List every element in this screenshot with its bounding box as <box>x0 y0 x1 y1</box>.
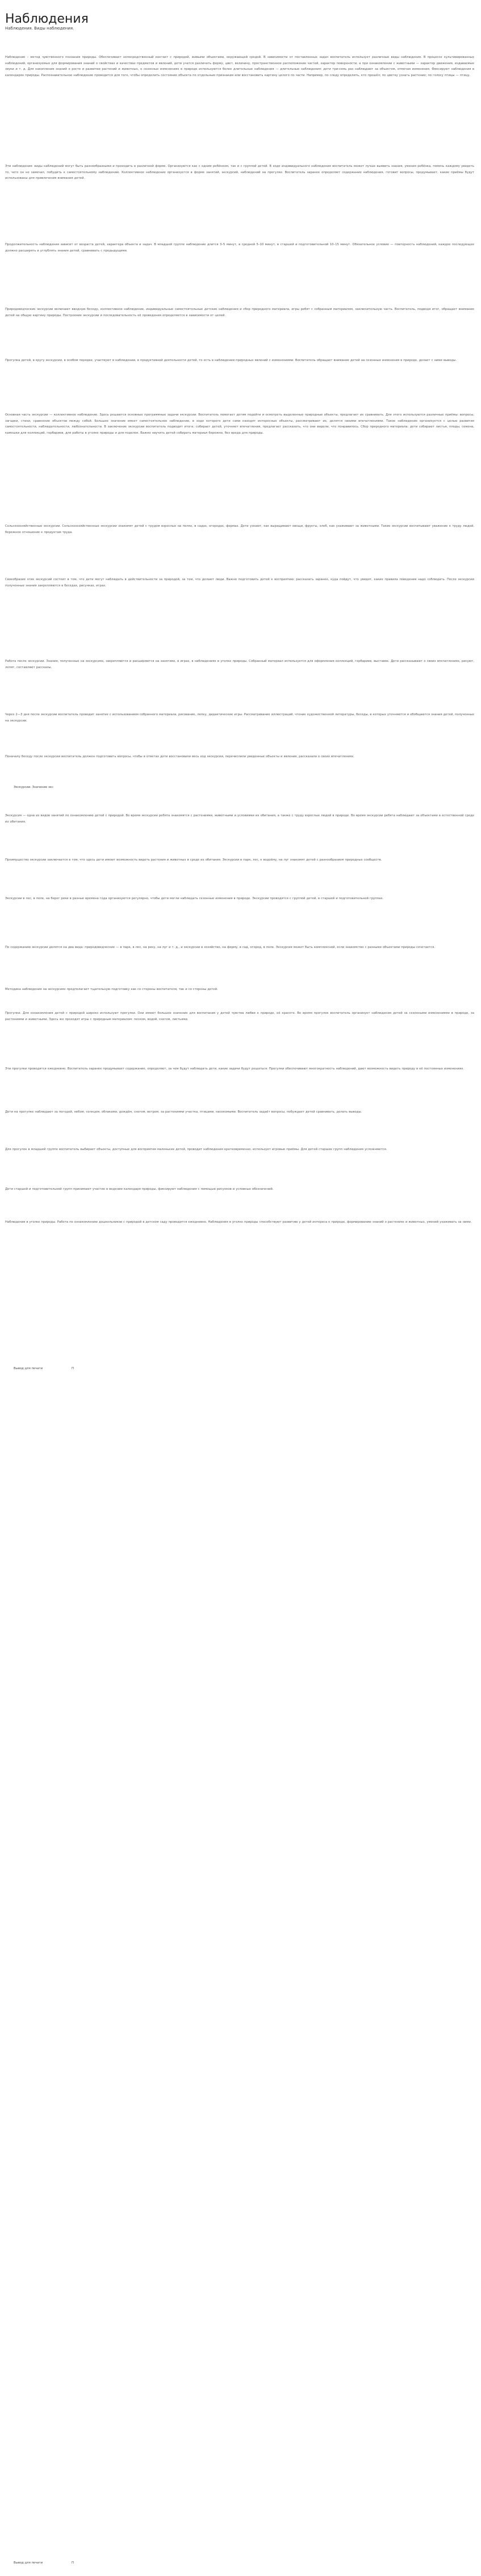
page-mark-1: П <box>72 1367 74 1370</box>
paragraph-22: Наблюдения в уголке природы. Работа по ознакомлению дошкольников с природой в детском саду проводится ежедневно. Наблюдения в уголке природы способствуют развитию у детей интереса к природе, формированию знаний о растениях и животных, умений ухаживать за ними. <box>5 1220 472 1224</box>
paragraph-11: Поначалу беседу после экскурсии воспитатель должен подготовить вопросы, чтобы в ответах дети восстановили весь ход экскурсии, перечислили увиденные объекты и явления, рассказали о своих впечатлениях. <box>5 755 354 758</box>
caption-excursion: Экскурсии. Значение экс <box>14 786 54 789</box>
paragraph-16: Методика наблюдения на экскурсиях предполагает тщательную подготовку как со стороны воспитателя, так и со стороны детей. <box>5 988 218 991</box>
paragraph-2: Эти наблюдения: виды наблюдений могут быть разнообразными и проходить в различной форме. Организуются как с одним ребёнком, так и с группой детей. В ходе индивидуального наблюдения воспитатель может лучше выявить знания, умения ребёнка, помочь каждому увидеть то, чего он не замечал, побудить к самостоятельному наблюдению. Коллективное наблюдение организуется в форме занятий, экскурсий, наблюдений на прогулке. Воспитатель заранее определяет содержание наблюдения, готовит вопросы, продумывает, какие приёмы будут использованы для привлечения внимания детей. <box>5 165 474 181</box>
page-mark-2: П <box>72 2561 74 2565</box>
paragraph-12: Экскурсия — одна из видов занятий по ознакомлению детей с природой. Во время экскурсии ребята знакомятся с растениями, животными и условиями их обитания, а также с труду взрослых людей в природе. Во время экскурсии ребята наблюдают за объектами в естественной среде их обитания. <box>5 814 474 824</box>
paragraph-4: Природоведческие экскурсии включают вводную беседу, коллективное наблюдение, индивидуальные самостоятельные детские наблюдения и сбор природного материала, игры ребят с собранным материалом, заключительную часть. Воспитатель, подводя итог, обращает внимание детей на общую картину природы. Построение экскурсии и последовательность её проведения определяется в зависимости от целей. <box>5 308 474 317</box>
print-caption-2[interactable]: Вывод для печати <box>14 2561 43 2565</box>
paragraph-10: Через 2—3 дня после экскурсии воспитатель проводит занятие с использованием собранного материала, рисование, лепку, дидактические игры. Рассматривание иллюстраций, чтение художественной литературы, беседы, в которых уточняются и обобщаются знания детей, полученные на экскурсии. <box>5 713 474 723</box>
paragraph-13: Преимущество экскурсии заключается в том, что здесь дети имеют возможность видеть растения и животных в среде их обитания. Экскурсии в парк, лес, к водоёму, на луг знакомят детей с разнообразием природных сообществ. <box>5 858 382 862</box>
paragraph-17: Прогулки. Для ознакомления детей с природой широко используют прогулки. Они имеют большое значение для воспитания у детей чувства любви к природе, её красоте. Во время прогулок воспитатель организует наблюдения детей за сезонными изменениями в природе, за растениями и животными. Здесь же проходят игры с природным материалом: песком, водой, снегом, листьями. <box>5 1012 474 1021</box>
paragraph-19: Дети на прогулке наблюдают за погодой, небом, солнцем, облаками, дождём, снегом, ветром, за растениями участка, птицами, насекомыми. Воспитатель задаёт вопросы, побуждает детей сравнивать, делать выводы. <box>5 1110 362 1114</box>
paragraph-21: Дети старшей и подготовительной групп принимают участие в ведении календаря природы, фиксируют наблюдения с помощью рисунков и условных обозначений. <box>5 1188 274 1191</box>
print-caption-1[interactable]: Вывод для печати <box>14 1367 43 1370</box>
page-subtitle: Наблюдения. Виды наблюдения. <box>5 26 74 31</box>
paragraph-9: Работа после экскурсии. Знания, полученные на экскурсиях, закрепляются и расширяются на занятиях, в играх, в наблюдениях в уголке природы. Собранный материал используется для оформления коллекций, гербариев, выставок. Дети рассказывают о своих впечатлениях, рисуют, лепят, составляют рассказы. <box>5 660 474 669</box>
paragraph-15: По содержанию экскурсии делятся на два вида: природоведческие — в парк, в лес, на реку, на луг и т. д., и экскурсии в хозяйство, на ферму, в сад, огород, в поле. Экскурсия может быть комплексной, если знакомство с разными объектами природы сочетается. <box>5 946 435 949</box>
paragraph-20: Для прогулок в младшей группе воспитатель выбирает объекты, доступные для восприятия маленьких детей, проводит наблюдения кратковременно, использует игровые приёмы. Для детей старших групп наблюдения усложняются. <box>5 1148 387 1151</box>
paragraph-18: Эти прогулки проводятся ежедневно. Воспитатель заранее продумывает содержание, определяет, за чем будут наблюдать дети, какие задачи будут решаться. Прогулки обеспечивают многократность наблюдений, дают возможность видеть природу в её постоянных изменениях. <box>5 1067 465 1071</box>
paragraph-5: Прогулка детей, в кругу экскурсии, в особом порядке, участвуют в наблюдении, в продуктивной деятельности детей, то есть в наблюдении природных явлений с изменениями. Воспитатель обращает внимание детей на сезонные изменения в природе, делает с ними выводы. <box>5 359 457 362</box>
paragraph-1: Наблюдение – метод чувственного познания природы. Обеспечивает непосредственный контакт с природой, живыми объектами, окружающей средой. В зависимости от поставленных задач воспитатель использует различные виды наблюдения. В процессе культивированных наблюдений, организуемых для формирования знаний о свойствах и качествах предметов и явлений, дети учатся различать форму, цвет, величину, пространственное расположение частей, характер поверхности, а при ознакомлении с животными — характер движения, издаваемые звуки и т. д. Для накопления знаний о росте и развитии растений и животных, о сезонных изменениях в природе используются более длительные наблюдения — длительные наблюдения: дети три-семь раз наблюдают за объектом, отмечая изменения. Фиксируют наблюдения в календарях природы. Распознавательное наблюдение проводится для того, чтобы определить состояние объекта по отдельным признакам или восстановить картину целого по части. Например, по следу определить, кто прошёл; по цветку узнать растение; по голосу птицы — птицу. <box>5 56 474 77</box>
paragraph-6: Основная часть экскурсии — коллективное наблюдение. Здесь решаются основные программные задачи экскурсии. Воспитатель помогает детям подойти и осмотреть выделенные природные объекты, предлагает их сравнивать. Для этого используются различные приёмы: вопросы, загадки, стихи, сравнение объектов между собой. Большое значение имеет самостоятельное наблюдение, в ходе которого дети сами находят интересные объекты, рассматривают их, делятся своими впечатлениями. Такое наблюдение организуется с целью развития самостоятельности, наблюдательности, любознательности. В заключение экскурсии воспитатель подводит итоги, собирает детей, уточняет впечатления, предлагает рассказать, что они видели, что понравилось. Сбор природного материала: дети собирают листья, плоды, семена, камешки для коллекций, гербариев, для работы в уголке природы и для поделок. Важно научить детей собирать материал бережно, без вреда для природы. <box>5 413 474 435</box>
page-title: Наблюдения <box>5 11 89 26</box>
paragraph-14: Экскурсии в лес, в поле, на берег реки в разные времена года организуются регулярно, чтобы дети могли наблюдать сезонные изменения в природе. Экскурсии проводятся с группой детей, в старшей и подготовительной группах. <box>5 897 384 900</box>
paragraph-8: Своеобразие этих экскурсий состоит в том, что дети могут наблюдать в действительности за природой, за тем, что делают люди. Важно подготовить детей к восприятию: рассказать заранее, куда пойдут, что увидят, какие правила поведения надо соблюдать. После экскурсии полученные знания закрепляются в беседах, рисунках, играх. <box>5 578 474 588</box>
paragraph-7: Сельскохозяйственные экскурсии. Сельскохозяйственные экскурсии знакомят детей с трудом взрослых на полях, в садах, огородах, фермах. Дети узнают, как выращивают овощи, фрукты, хлеб, как ухаживают за животными. Такие экскурсии воспитывают уважение к труду людей, бережное отношение к продуктам труда. <box>5 525 474 534</box>
paragraph-3: Продолжительность наблюдения зависит от возраста детей, характера объекта и задач. В младшей группе наблюдение длится 3–5 минут, в средней 5–10 минут, в старшей и подготовительной 10–15 минут. Обязательное условие — повторность наблюдений, каждое последующее должно расширять и углублять знания детей, сравнивать с предыдущими. <box>5 243 474 253</box>
